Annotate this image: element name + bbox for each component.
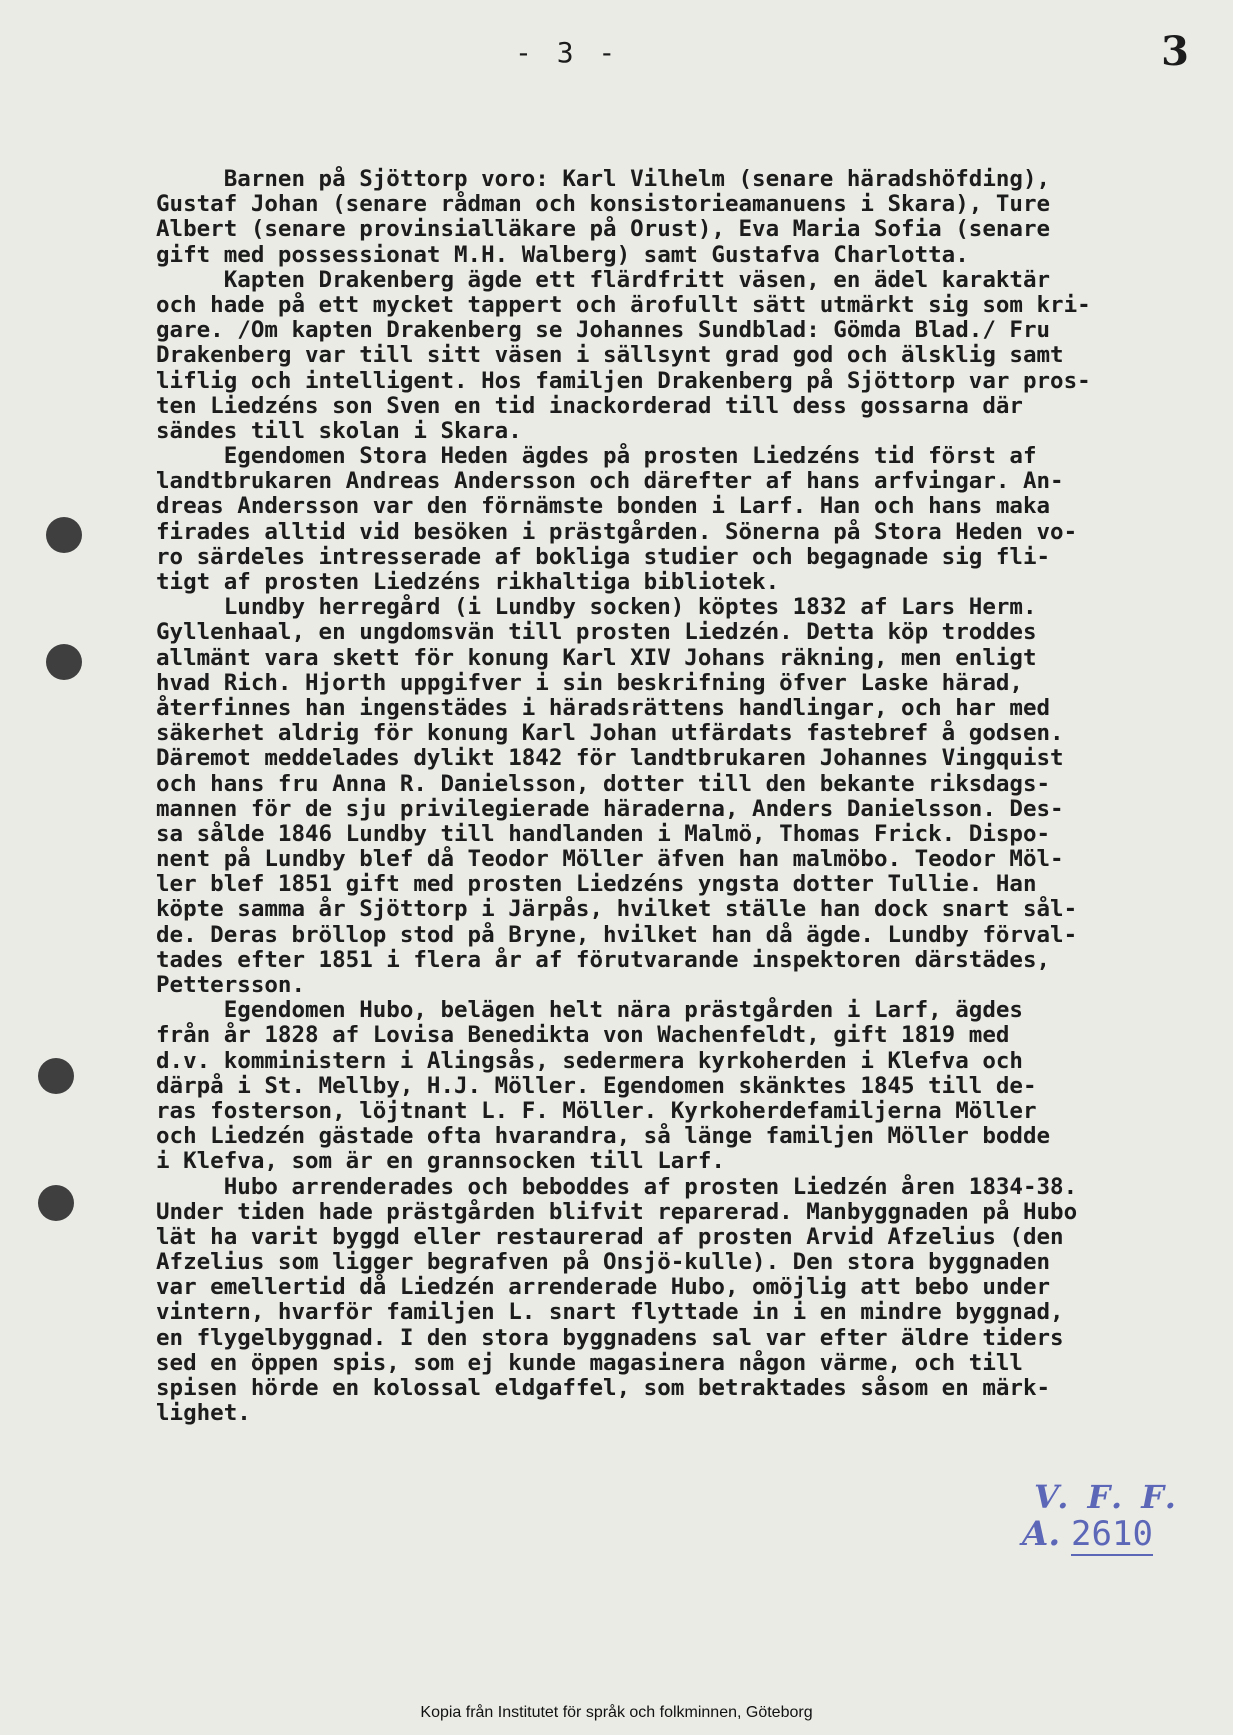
body-line: spisen hörde en kolossal eldgaffel, som betraktades såsom en märk- <box>156 1375 1051 1401</box>
page-number: - 3 - <box>515 36 620 69</box>
body-line: säkerhet aldrig för konung Karl Johan utfärdats fastebref å godsen. <box>156 720 1064 747</box>
body-line: ler blef 1851 gift med prosten Liedzéns yngsta dotter Tullie. Han <box>156 871 1037 898</box>
stamp-prefix: A. <box>1022 1514 1061 1554</box>
body-line: i Klefva, som är en grannsocken till Larf. <box>156 1148 725 1175</box>
body-line: Drakenberg var till sitt väsen i sällsynt grad god och älsklig samt <box>156 342 1064 369</box>
body-line: tigt af prosten Liedzéns rikhaltiga bibliotek. <box>156 569 780 595</box>
body-line: var emellertid då Liedzén arrenderade Hubo, omöjlig att bebo under <box>156 1274 1051 1301</box>
body-line: från år 1828 af Lovisa Benedikta von Wachenfeldt, gift 1819 med <box>156 1022 1010 1049</box>
body-line: nent på Lundby blef då Teodor Möller äfven han malmöbo. Teodor Möl- <box>156 846 1064 873</box>
body-line: d.v. komministern i Alingsås, sedermera kyrkoherden i Klefva och <box>156 1047 1023 1074</box>
body-line: därpå i St. Mellby, H.J. Möller. Egendomen skänktes 1845 till de- <box>156 1072 1037 1099</box>
stamp-accession <box>1022 1514 1180 1554</box>
body-line: och Liedzén gästade ofta hvarandra, så länge familjen Möller bodde <box>156 1123 1051 1150</box>
body-line: Afzelius som ligger begrafven på Onsjö-kulle). Den stora byggnaden <box>156 1249 1051 1276</box>
body-line: tades efter 1851 i flera år af förutvarande inspektoren därstädes, <box>156 946 1051 973</box>
body-line: och hans fru Anna R. Danielsson, dotter till den bekante riksdags- <box>156 770 1051 797</box>
stamp-number: 2610 <box>1071 1514 1153 1554</box>
typewritten-body <box>156 167 1196 1426</box>
body-line: sändes till skolan i Skara. <box>156 417 522 444</box>
body-line: ten Liedzéns son Sven en tid inackorderad till dess gossarna där <box>156 392 1023 419</box>
archive-stamp <box>1022 1478 1180 1554</box>
body-line: Pettersson. <box>156 972 306 998</box>
copy-footer: Kopia från Institutet för språk och folkminnen, Göteborg <box>420 1704 813 1721</box>
body-line: gare. /Om kapten Drakenberg se Johannes Sundblad: Gömda Blad./ Fru <box>156 317 1051 344</box>
body-line: landtbrukaren Andreas Andersson och därefter af hans arfvingar. An- <box>156 468 1064 495</box>
body-line: ro särdeles intresserade af bokliga studier och begagnade sig fli- <box>156 543 1051 570</box>
punch-hole <box>38 1185 74 1221</box>
body-line: vintern, hvarför familjen L. snart flyttade in i en mindre byggnad, <box>156 1299 1064 1326</box>
punch-hole <box>46 517 82 553</box>
body-line: Albert (senare provinsialläkare på Orust), Eva Maria Sofia (senare <box>156 216 1051 243</box>
body-line: Gyllenhaal, en ungdomsvän till prosten Liedzén. Detta köp troddes <box>156 619 1037 646</box>
body-line: liflig och intelligent. Hos familjen Drakenberg på Sjöttorp var pros- <box>156 367 1091 394</box>
body-line: Gustaf Johan (senare rådman och konsistorieamanuens i Skara), Ture <box>156 191 1051 218</box>
body-line: dreas Andersson var den förnämste bonden i Larf. Han och hans maka <box>156 493 1051 520</box>
body-line: sed en öppen spis, som ej kunde magasinera någon värme, och till <box>156 1349 1023 1376</box>
body-line: Kapten Drakenberg ägde ett flärdfritt väsen, en ädel karaktär <box>156 266 1051 293</box>
body-line: och hade på ett mycket tappert och ärofullt sätt utmärkt sig som kri- <box>156 291 1091 318</box>
punch-hole <box>38 1058 74 1094</box>
body-line: återfinnes han ingenstädes i häradsrättens handlingar, och har med <box>156 694 1051 721</box>
body-line: gift med possessionat M.H. Walberg) samt Gustafva Charlotta. <box>156 241 969 268</box>
body-line: Däremot meddelades dylikt 1842 för landtbrukaren Johannes Vingquist <box>156 745 1064 772</box>
body-line: Under tiden hade prästgården blifvit reparerad. Manbyggnaden på Hubo <box>156 1198 1078 1225</box>
body-line: Egendomen Hubo, belägen helt nära prästgården i Larf, ägdes <box>156 997 1023 1024</box>
body-line: Lundby herregård (i Lundby socken) köptes 1832 af Lars Herm. <box>156 594 1037 621</box>
body-line: en flygelbyggnad. I den stora byggnadens sal var efter äldre tiders <box>156 1324 1064 1351</box>
body-line: sa sålde 1846 Lundby till handlanden i Malmö, Thomas Frick. Dispo- <box>156 820 1051 847</box>
body-line: mannen för de sju privilegierade häraderna, Anders Danielsson. Des- <box>156 795 1064 822</box>
body-line: Egendomen Stora Heden ägdes på prosten Liedzéns tid först af <box>156 443 1037 470</box>
body-line: lät ha varit byggd eller restaurerad af prosten Arvid Afzelius (den <box>156 1223 1064 1250</box>
body-line: hvad Rich. Hjorth uppgifver i sin beskrifning öfver Laske härad, <box>156 669 1023 696</box>
body-line: de. Deras bröllop stod på Bryne, hvilket han då ägde. Lundby förval- <box>156 921 1078 948</box>
body-line: lighet. <box>156 1400 251 1427</box>
page-corner-number: 3 <box>1161 28 1189 75</box>
punch-hole <box>46 644 82 680</box>
body-line: köpte samma år Sjöttorp i Järpås, hvilket ställe han dock snart sål- <box>156 896 1078 923</box>
body-line: allmänt vara skett för konung Karl XIV Johans räkning, men enligt <box>156 644 1037 671</box>
body-line: firades alltid vid besöken i prästgården. Sönerna på Stora Heden vo- <box>156 518 1078 545</box>
body-line: ras fosterson, löjtnant L. F. Möller. Kyrkoherdefamiljerna Möller <box>156 1097 1037 1124</box>
stamp-initials: V. F. F. <box>1034 1478 1180 1516</box>
body-line: Hubo arrenderades och beboddes af prosten Liedzén åren 1834-38. <box>156 1173 1078 1200</box>
body-line: Barnen på Sjöttorp voro: Karl Vilhelm (senare häradshöfding), <box>156 166 1051 192</box>
